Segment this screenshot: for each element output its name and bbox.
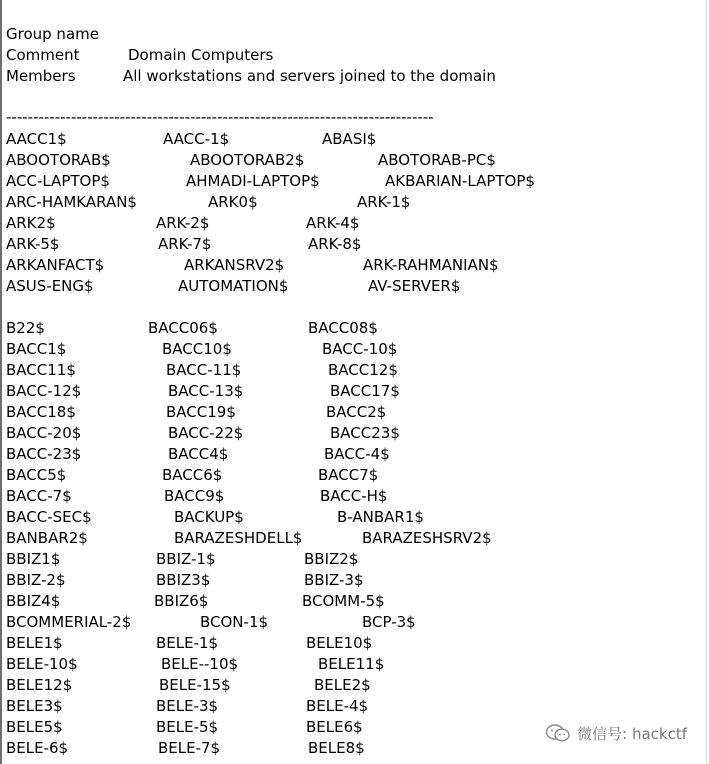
member-name: BACC23$ — [330, 424, 400, 442]
group-name-label: Group name — [6, 25, 99, 43]
member-name: ABOTORAB-PC$ — [378, 151, 496, 169]
member-name: BBIZ3$ — [156, 571, 211, 589]
member-name: ARKANSRV2$ — [184, 256, 285, 274]
member-name: BACC-10$ — [322, 340, 398, 358]
member-name: BACC6$ — [162, 466, 223, 484]
member-name: ARK-1$ — [357, 193, 411, 211]
member-name: BELE11$ — [318, 655, 385, 673]
member-name: BELE-15$ — [159, 676, 231, 694]
member-name: BACC-11$ — [166, 361, 242, 379]
member-name: BELE-7$ — [158, 739, 221, 757]
member-name: BACC-H$ — [320, 487, 388, 505]
member-name: BCOMM-5$ — [302, 592, 385, 610]
member-name: ABOOTORAB2$ — [190, 151, 305, 169]
member-name: ARK-8$ — [308, 235, 362, 253]
member-name: AACC1$ — [6, 130, 67, 148]
member-name: BELE8$ — [308, 739, 365, 757]
member-name: ARC-HAMKARAN$ — [6, 193, 137, 211]
member-name: BELE-5$ — [156, 718, 219, 736]
member-name: BELE12$ — [6, 676, 73, 694]
member-name: BELE1$ — [6, 634, 63, 652]
member-name: BBIZ-3$ — [304, 571, 364, 589]
member-name: B-ANBAR1$ — [337, 508, 424, 526]
member-name: BACC-SEC$ — [6, 508, 92, 526]
member-name: BACC5$ — [6, 466, 67, 484]
member-name: BACC2$ — [326, 403, 387, 421]
member-name: BACC17$ — [330, 382, 400, 400]
member-name: BELE5$ — [6, 718, 63, 736]
member-name: ARK-5$ — [6, 235, 60, 253]
member-name: BCON-1$ — [200, 613, 269, 631]
separator-line: ------------------------------------------------------------------------------- — [6, 108, 434, 126]
member-name: AKBARIAN-LAPTOP$ — [385, 172, 535, 190]
member-name: BACC-23$ — [6, 445, 82, 463]
member-name: BELE-3$ — [156, 697, 219, 715]
member-name: BACKUP$ — [174, 508, 244, 526]
member-name: BACC-20$ — [6, 424, 82, 442]
member-name: BELE-4$ — [306, 697, 369, 715]
wechat-icon — [545, 723, 571, 743]
member-name: BACC11$ — [6, 361, 76, 379]
member-name: BELE-6$ — [6, 739, 69, 757]
member-name: BELE10$ — [306, 634, 373, 652]
member-name: ARK-2$ — [156, 214, 210, 232]
member-name: BBIZ-1$ — [156, 550, 216, 568]
member-name: BACC18$ — [6, 403, 76, 421]
member-name: BBIZ4$ — [6, 592, 61, 610]
member-name: ARK2$ — [6, 214, 56, 232]
member-name: BBIZ-2$ — [6, 571, 66, 589]
member-name: ARK-RAHMANIAN$ — [363, 256, 499, 274]
member-name: BACC-7$ — [6, 487, 72, 505]
member-name: BACC10$ — [162, 340, 232, 358]
member-name: AUTOMATION$ — [178, 277, 289, 295]
member-name: BACC19$ — [166, 403, 236, 421]
member-name: BBIZ6$ — [154, 592, 209, 610]
member-name: BACC-13$ — [168, 382, 244, 400]
member-name: BANBAR2$ — [6, 529, 88, 547]
member-name: AV-SERVER$ — [368, 277, 461, 295]
member-name: ARK0$ — [208, 193, 258, 211]
member-name: ABASI$ — [322, 130, 377, 148]
member-name: BELE3$ — [6, 697, 63, 715]
member-name: BELE6$ — [306, 718, 363, 736]
comment-label: Comment — [6, 46, 80, 64]
member-name: BACC12$ — [328, 361, 398, 379]
member-name: BACC1$ — [6, 340, 67, 358]
member-name: BACC06$ — [148, 319, 218, 337]
member-name: BARAZESHSRV2$ — [362, 529, 492, 547]
group-name-value: Domain Computers — [128, 46, 274, 64]
member-name: BBIZ2$ — [304, 550, 359, 568]
member-name: ABOOTORAB$ — [6, 151, 111, 169]
member-name: B22$ — [6, 319, 45, 337]
member-name: BACC4$ — [168, 445, 229, 463]
member-name: BACC7$ — [318, 466, 379, 484]
member-name: BACC08$ — [308, 319, 378, 337]
member-name: AHMADI-LAPTOP$ — [186, 172, 320, 190]
member-name: ARK-4$ — [306, 214, 360, 232]
member-name: ASUS-ENG$ — [6, 277, 94, 295]
member-name: BCOMMERIAL-2$ — [6, 613, 132, 631]
member-name: BACC9$ — [164, 487, 225, 505]
member-name: BBIZ1$ — [6, 550, 61, 568]
member-name: BACC-12$ — [6, 382, 82, 400]
member-name: BARAZESHDELL$ — [174, 529, 303, 547]
member-name: BELE2$ — [314, 676, 371, 694]
member-name: ARK-7$ — [158, 235, 212, 253]
member-name: BELE-1$ — [156, 634, 219, 652]
comment-value: All workstations and servers joined to the domain — [123, 67, 496, 85]
member-name: BELE-10$ — [6, 655, 78, 673]
watermark-text: 微信号: hackctf — [577, 724, 687, 743]
member-name: ACC-LAPTOP$ — [6, 172, 110, 190]
member-name: BCP-3$ — [362, 613, 416, 631]
watermark — [545, 722, 687, 744]
members-label: Members — [6, 67, 76, 85]
member-name: BELE--10$ — [161, 655, 239, 673]
member-name: BACC-4$ — [324, 445, 390, 463]
member-name: BACC-22$ — [168, 424, 244, 442]
member-name: AACC-1$ — [163, 130, 230, 148]
member-name: ARKANFACT$ — [6, 256, 105, 274]
